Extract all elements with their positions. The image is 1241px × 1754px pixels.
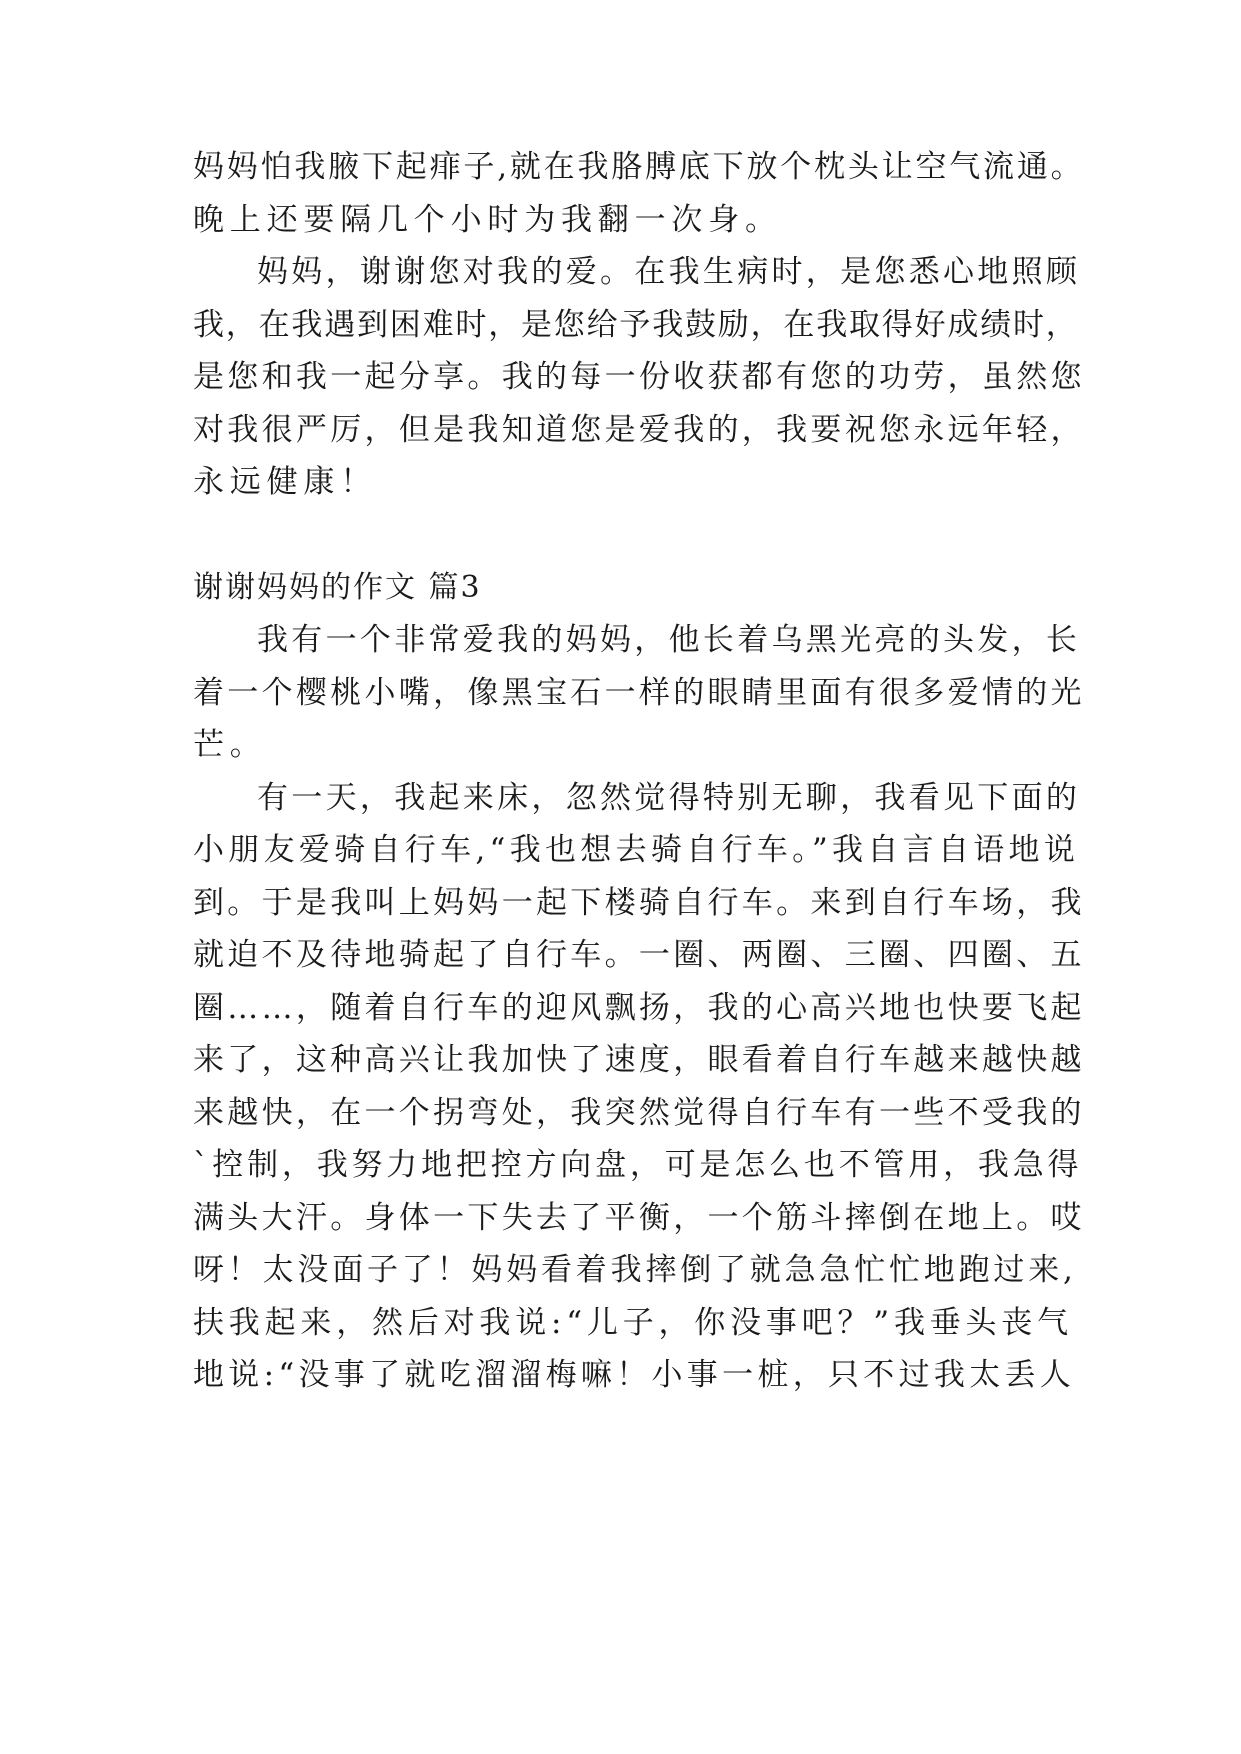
paragraph-4-line-9: 满头大汗。身体一下失去了平衡，一个筋斗摔倒在地上。哎 (193, 1200, 1085, 1236)
paragraph-4-line-8: `控制，我努力地把控方向盘，可是怎么也不管用，我急得 (193, 1147, 1083, 1183)
paragraph-4-line-5: 圈……，随着自行车的迎风飘扬，我的心高兴地也快要飞起 (193, 990, 1085, 1026)
paragraph-4-line-3: 到。于是我叫上妈妈一起下楼骑自行车。来到自行车场，我 (193, 885, 1085, 921)
paragraph-2-line-3: 是您和我一起分享。我的每一份收获都有您的功劳，虽然您 (193, 359, 1085, 395)
paragraph-2-line-5: 永远健康！ (193, 464, 377, 500)
paragraph-3-line-3: 芒。 (193, 727, 267, 763)
paragraph-3-line-2: 着一个樱桃小嘴，像黑宝石一样的眼睛里面有很多爱情的光 (193, 675, 1085, 711)
paragraph-3-line-1: 我有一个非常爱我的妈妈，他长着乌黑光亮的头发，长 (257, 622, 1081, 658)
paragraph-4-line-7: 来越快，在一个拐弯处，我突然觉得自行车有一些不受我的 (193, 1095, 1085, 1131)
paragraph-2-line-4: 对我很严厉，但是我知道您是爱我的，我要祝您永远年轻， (193, 412, 1085, 448)
paragraph-1-line-1: 妈妈怕我腋下起痱子,就在我胳膊底下放个枕头让空气流通。 (193, 149, 1085, 185)
paragraph-4-line-11: 扶我起来，然后对我说:“儿子，你没事吧？”我垂头丧气 (193, 1305, 1073, 1341)
paragraph-4-line-12: 地说:“没事了就吃溜溜梅嘛！小事一桩，只不过我太丢人 (193, 1357, 1076, 1393)
section-heading: 谢谢妈妈的作文 篇3 (193, 570, 482, 605)
paragraph-1-line-2: 晚上还要隔几个小时为我翻一次身。 (193, 202, 782, 238)
paragraph-4-line-4: 就迫不及待地骑起了自行车。一圈、两圈、三圈、四圈、五 (193, 937, 1085, 973)
paragraph-4-line-6: 来了，这种高兴让我加快了速度，眼看着自行车越来越快越 (193, 1042, 1085, 1078)
paragraph-4-line-2: 小朋友爱骑自行车,“我也想去骑自行车。”我自言自语地说 (193, 832, 1080, 868)
paragraph-2-line-2: 我，在我遇到困难时，是您给予我鼓励，在我取得好成绩时， (193, 307, 1079, 343)
paragraph-4-line-10: 呀！太没面子了！妈妈看着我摔倒了就急急忙忙地跑过来, (193, 1252, 1077, 1288)
paragraph-4-line-1: 有一天，我起来床，忽然觉得特别无聊，我看见下面的 (257, 780, 1081, 816)
paragraph-2-line-1: 妈妈，谢谢您对我的爱。在我生病时，是您悉心地照顾 (257, 254, 1081, 290)
